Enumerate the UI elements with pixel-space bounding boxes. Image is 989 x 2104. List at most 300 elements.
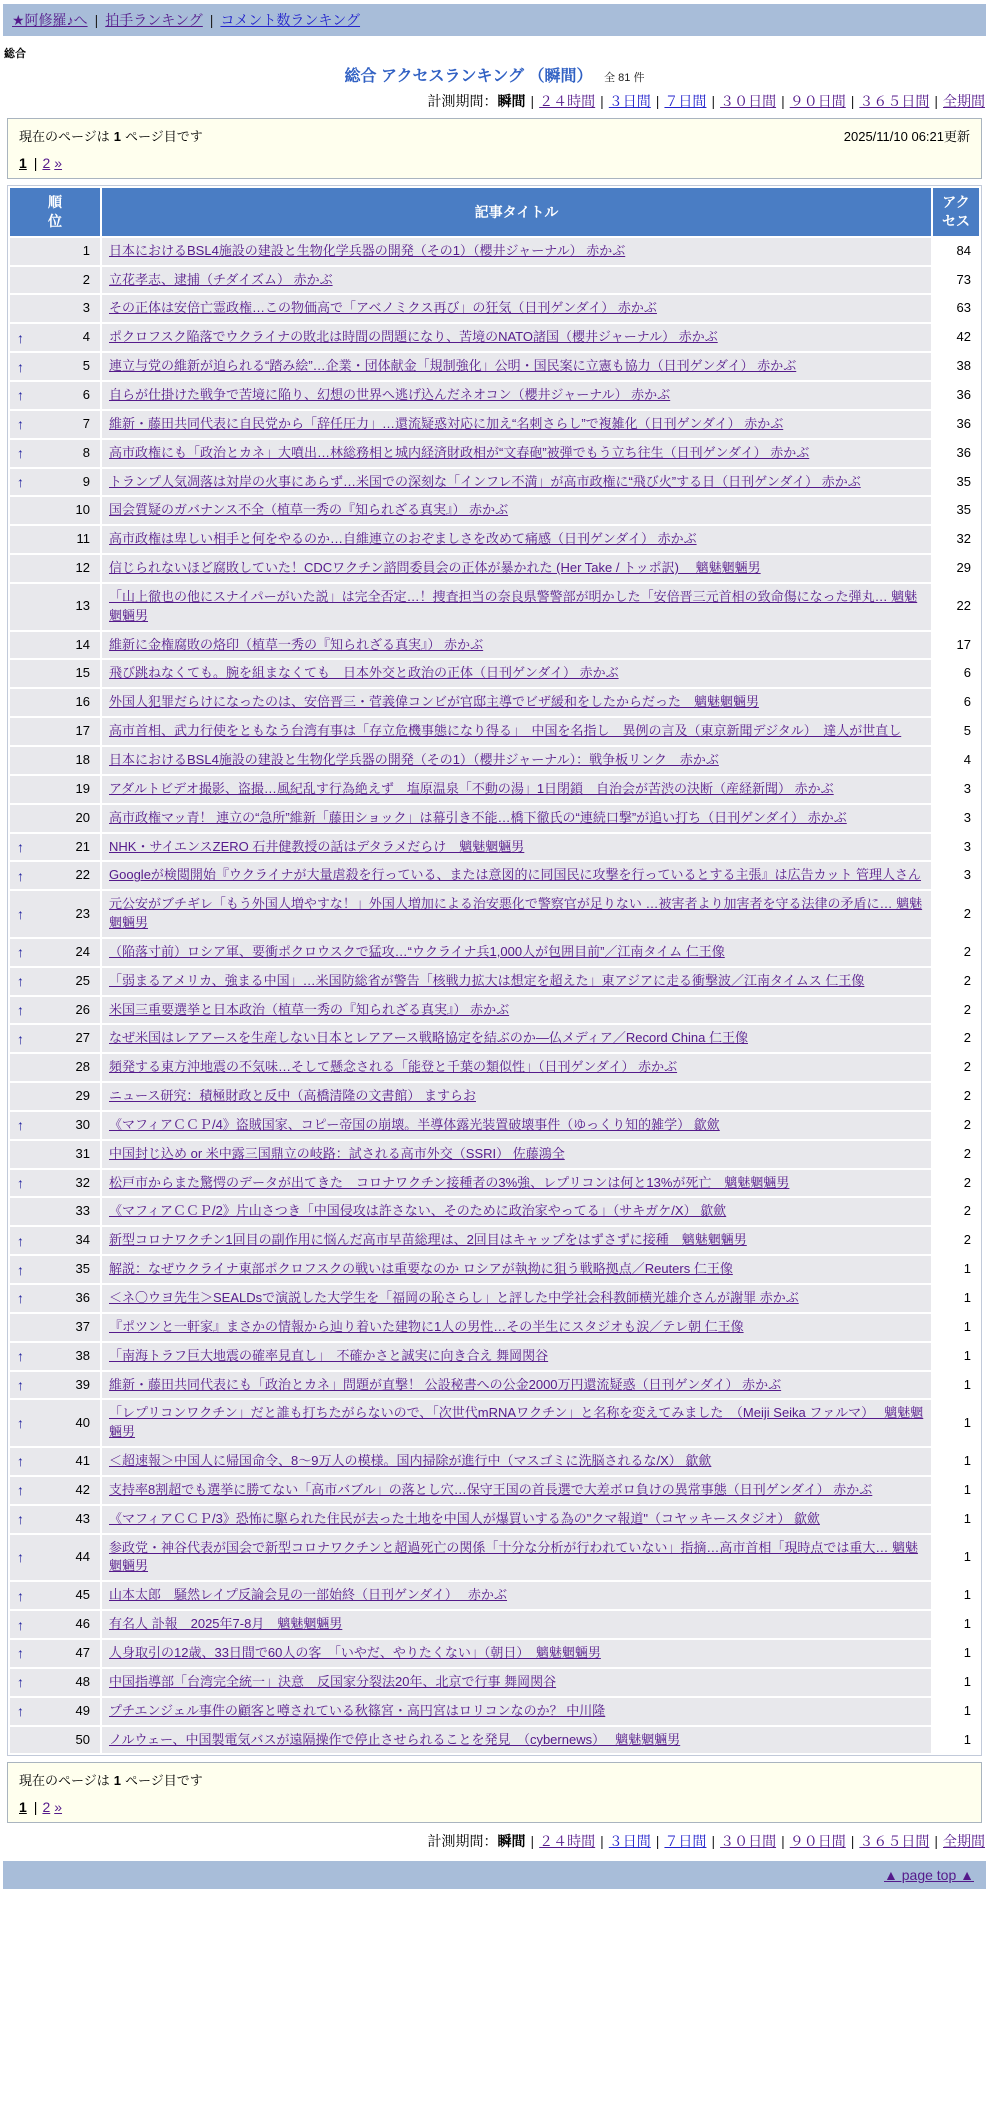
access-count: 63 (933, 295, 979, 322)
period-link[interactable]: ３０日間 (720, 1833, 777, 1850)
table-row (10, 805, 979, 832)
pagination-separator: | (33, 155, 38, 171)
period-link[interactable]: ３日間 (608, 93, 651, 109)
access-count: 1 (933, 1506, 979, 1533)
rank-number: 36 (75, 1290, 90, 1305)
period-link[interactable]: ９０日間 (789, 1833, 846, 1850)
period-label: 計測期間： (427, 1833, 498, 1850)
table-row (10, 526, 979, 553)
article-link[interactable]: 国会質疑のガバナンス不全（植草一秀の『知られざる真実』） 赤かぶ (109, 502, 509, 518)
rank-number: 11 (76, 531, 90, 547)
article-link[interactable]: 中国封じ込め or 米中露三国鼎立の岐路：試される高市外交（SSRI） 佐藤鴻全 (109, 1145, 565, 1161)
rank-number: 49 (75, 1702, 90, 1718)
article-link[interactable]: 高市首相、武力行使をともなう台湾有事は「存立危機事態になり得る」 中国を名指し 異例の言及（東京新聞デジタル） 達人が世直し (109, 723, 902, 739)
access-count: 2 (933, 968, 979, 995)
rank-up-icon: ↑ (17, 387, 24, 404)
rank-number: 41 (75, 1453, 90, 1469)
table-row (10, 1400, 979, 1446)
table-row (10, 1582, 979, 1609)
article-link[interactable]: 立花孝志、逮捕（チダイズム） 赤かぶ (109, 271, 333, 287)
access-count: 2 (933, 997, 979, 1024)
rank-cell (10, 1170, 100, 1197)
pagination-link[interactable]: 2 (42, 155, 51, 171)
rank-number: 1 (82, 242, 90, 258)
title-cell (102, 526, 931, 553)
rank-number: 4 (82, 329, 90, 345)
rank-number: 16 (75, 694, 90, 710)
table-row (10, 1256, 979, 1283)
rank-number: 3 (82, 300, 90, 316)
breadcrumb: 総合 (4, 48, 26, 60)
rank-up-icon: ↑ (17, 1261, 24, 1278)
table-row (10, 497, 979, 524)
access-count: 2 (933, 1170, 979, 1197)
rank-up-icon: ↑ (17, 838, 24, 855)
pagination-current-page: 1 (19, 1799, 27, 1816)
rank-number: 43 (75, 1510, 90, 1526)
rank-number: 5 (82, 358, 90, 374)
article-link[interactable]: 日本におけるBSL4施設の建設と生物化学兵器の開発（その1）（櫻井ジャーナル） 赤かぶ (109, 242, 626, 258)
rank-number: 48 (75, 1673, 90, 1689)
rank-number: 25 (75, 972, 90, 988)
table-row (10, 1198, 979, 1225)
access-count: 6 (933, 660, 979, 687)
access-count: 2 (933, 1083, 979, 1110)
table-row (10, 555, 979, 582)
article-link[interactable]: 「弱まるアメリカ、強まる中国」…米国防総省が警告「核戦力拡大は想定を超えた」東アジアに走る衝撃波／江南タイムス 仁王像 (109, 972, 865, 988)
title-cell (102, 238, 931, 265)
article-link[interactable]: 「南海トラフ巨大地震の確率見直し」 不確かさと誠実に向き合え 舞岡関谷 (109, 1347, 549, 1363)
rank-up-icon: ↑ (17, 1482, 24, 1499)
access-count: 3 (933, 834, 979, 861)
rank-up-icon: ↑ (17, 358, 24, 375)
period-separator: | (530, 1833, 535, 1850)
rank-number: 8 (82, 444, 90, 460)
access-count: 36 (933, 411, 979, 438)
rank-up-icon: ↑ (17, 1702, 24, 1719)
article-link[interactable]: 高市政権は卑しい相手と何をやるのか…自維連立のおぞましさを改めて痛感（日刊ゲンダイ） 赤かぶ (109, 531, 697, 547)
rank-cell (10, 1083, 100, 1110)
article-link[interactable]: 維新に金権腐敗の烙印（植草一秀の『知られざる真実』） 赤かぶ (109, 636, 484, 652)
total-count: 全 81 件 (604, 72, 645, 84)
title-cell (102, 718, 931, 745)
rank-cell (10, 939, 100, 966)
access-count: 3 (933, 805, 979, 832)
pagination-link[interactable]: 2 (42, 1799, 51, 1816)
article-link[interactable]: 《マフィアＣＣＰ/4》盗賊国家、コピー帝国の崩壊。半導体露光装置破壊事件（ゆっくり知的雑学） 歙歛 (109, 1116, 720, 1132)
article-link[interactable]: ＜超速報＞中国人に帰国命令、8～9万人の模様。国内掃除が進行中（マスゴミに洗脳されるな/X） 歙歛 (109, 1453, 712, 1469)
page-info-top (7, 118, 982, 179)
table-row (10, 1170, 979, 1197)
access-count: 1 (933, 1314, 979, 1341)
header-title: 記事タイトル (102, 188, 931, 236)
nav-separator: | (94, 12, 99, 28)
rank-number: 21 (75, 838, 90, 854)
access-count: 35 (933, 497, 979, 524)
table-row (10, 1477, 979, 1504)
rank-up-icon: ↑ (17, 905, 24, 922)
article-link[interactable]: 頻発する東方沖地震の不気味…そして懸念される「能登と千葉の類似性」（日刊ゲンダイ） 赤かぶ (109, 1059, 678, 1075)
article-link[interactable]: （陥落寸前）ロシア軍、要衝ポクロウスクで猛攻…“ウクライナ兵1,000人が包囲目前”／江南タイム 仁王像 (109, 943, 725, 959)
title-cell (102, 997, 931, 1024)
title-cell (102, 1448, 931, 1475)
page-number: 1 (113, 1773, 121, 1789)
access-count: 1 (933, 1582, 979, 1609)
table-row (10, 469, 979, 496)
access-count: 1 (933, 1477, 979, 1504)
rank-cell (10, 776, 100, 803)
title-cell (102, 353, 931, 380)
rank-number: 40 (75, 1414, 90, 1430)
updated-timestamp: 2025/11/10 06:21更新 (843, 129, 970, 144)
period-link[interactable]: 全期間 (943, 93, 985, 109)
article-link[interactable]: 飛び跳ねなくても。腕を組まなくても 日本外交と政治の正体（日刊ゲンダイ） 赤かぶ (109, 665, 619, 681)
article-link[interactable]: 松戸市からまた驚愕のデータが出てきた コロナワクチン接種者の3%強、レプリコンは何と13%が死亡 魑魅魍魎男 (109, 1174, 790, 1190)
access-count: 2 (933, 939, 979, 966)
table-row (10, 1025, 979, 1052)
access-count: 36 (933, 440, 979, 467)
access-count: 84 (933, 238, 979, 265)
article-link[interactable]: トランプ人気凋落は対岸の火事にあらず…米国での深刻な「インフレ不満」が高市政権に“飛び火”する日（日刊ゲンダイ） 赤かぶ (109, 473, 861, 489)
pagination-current-page: 1 (19, 155, 27, 171)
header-rank: 順位 (10, 188, 100, 236)
period-link[interactable]: ９０日間 (789, 93, 846, 109)
rank-cell (10, 891, 100, 937)
table-row (10, 440, 979, 467)
title-cell (102, 747, 931, 774)
rank-cell (10, 660, 100, 687)
period-selector-bottom (4, 1831, 985, 1851)
article-link[interactable]: 「山上徹也の他にスナイパーがいた説」は完全否定…！捜査担当の奈良県警警部が明かした「安倍晋三元首相の致命傷になった弾丸… 魑魅魍魎男 (109, 588, 918, 623)
period-link[interactable]: ７日間 (664, 93, 707, 109)
rank-number: 37 (75, 1318, 90, 1334)
table-row (10, 1727, 979, 1754)
rank-number: 14 (75, 636, 90, 652)
access-count: 1 (933, 1698, 979, 1725)
access-count: 1 (933, 1669, 979, 1696)
article-link[interactable]: 外国人犯罪だらけになったのは、安倍晋三・菅義偉コンビが官邸主導でビザ緩和をしたからだった 魑魅魍魎男 (109, 694, 760, 710)
article-link[interactable]: 山本太郎 騒然レイプ反論会見の一部始終（日刊ゲンダイ） 赤かぶ (109, 1587, 508, 1603)
article-link[interactable]: プチエンジェル事件の顧客と噂されている秋篠宮・高円宮はロリコンなのか？ 中川隆 (109, 1702, 606, 1718)
page-text-before: 現在のページは (19, 129, 110, 144)
page-text-before: 現在のページは (19, 1773, 110, 1789)
period-label: 計測期間： (427, 93, 498, 109)
table-row (10, 718, 979, 745)
page-text-after: ページ目です (124, 1773, 203, 1789)
article-link[interactable]: 『ポツンと一軒家』まさかの情報から辿り着いた建物に1人の男性…その半生にスタジオも涙／テレ朝 仁王像 (109, 1318, 744, 1334)
title-cell (102, 1343, 931, 1370)
title-cell (102, 1640, 931, 1667)
period-link[interactable]: ２４時間 (539, 93, 596, 109)
access-count: 2 (933, 1198, 979, 1225)
rank-cell (10, 834, 100, 861)
rank-up-icon: ↑ (17, 473, 24, 490)
article-link[interactable]: 新型コロナワクチン1回目の副作用に悩んだ高市早苗総理は、2回目はキャップをはずさずに接種 魑魅魍魎男 (109, 1232, 747, 1248)
rank-number: 9 (82, 473, 90, 489)
title-cell (102, 411, 931, 438)
rank-cell (10, 1669, 100, 1696)
rank-number: 18 (75, 751, 90, 767)
page-top-bar (3, 1861, 986, 1889)
table-row (10, 689, 979, 716)
access-count: 29 (933, 555, 979, 582)
nav-link[interactable]: 拍手ランキング (105, 12, 203, 28)
article-link[interactable]: 参政党・神谷代表が国会で新型コロナワクチンと超過死亡の関係「十分な分析が行われていない」指摘…高市首相「現時点では重大… 魑魅魍魎男 (109, 1539, 918, 1574)
access-count: 17 (933, 632, 979, 659)
article-link[interactable]: 米国三重要選挙と日本政治（植草一秀の『知られざる真実』） 赤かぶ (109, 1001, 510, 1017)
title-cell (102, 1141, 931, 1168)
title-cell (102, 1025, 931, 1052)
table-row (10, 1343, 979, 1370)
rank-up-icon: ↑ (17, 444, 24, 461)
title-cell (102, 805, 931, 832)
title-cell (102, 1256, 931, 1283)
nav-link[interactable]: ★阿修羅♪へ (12, 12, 88, 28)
article-link[interactable]: 中国指導部「台湾完全統一」決意 反国家分裂法20年、北京で行事 舞岡関谷 (109, 1673, 557, 1689)
rank-cell (10, 1141, 100, 1168)
table-row (10, 584, 979, 630)
period-separator: | (711, 1833, 716, 1850)
table-row (10, 1669, 979, 1696)
title-cell (102, 1669, 931, 1696)
article-link[interactable]: 有名人 訃報 2025年7-8月 魑魅魍魎男 (109, 1616, 343, 1632)
rank-up-icon: ↑ (17, 1511, 24, 1528)
period-selector-top (4, 91, 985, 111)
table-row (10, 834, 979, 861)
ranking-table-body (10, 238, 979, 1754)
rank-cell (10, 1343, 100, 1370)
access-count: 32 (933, 526, 979, 553)
title-cell (102, 689, 931, 716)
title-cell (102, 1477, 931, 1504)
article-link[interactable]: 元公安がブチギレ「もう外国人増やすな！」外国人増加による治安悪化で警察官が足りない …被害者より加害者を守る法律の矛盾に… 魑魅魍魎男 (109, 896, 923, 931)
rank-cell (10, 1506, 100, 1533)
rank-number: 47 (75, 1644, 90, 1660)
article-link[interactable]: 「レプリコンワクチン」だと誰も打ちたがらないので、「次世代mRNAワクチン」と名称を変えてみました （Meiji Seika ファルマ） 魑魅魍魎男 (109, 1405, 924, 1440)
rank-cell (10, 1285, 100, 1312)
period-link[interactable]: ２４時間 (539, 1833, 596, 1850)
rank-cell (10, 1112, 100, 1139)
period-separator: | (850, 1833, 855, 1850)
period-link[interactable]: ３６５日間 (859, 1833, 930, 1850)
rank-up-icon: ↑ (17, 1674, 24, 1691)
rank-cell (10, 1054, 100, 1081)
title-cell (102, 660, 931, 687)
access-count: 42 (933, 324, 979, 351)
rank-cell (10, 862, 100, 889)
period-link[interactable]: ７日間 (664, 1833, 707, 1850)
title-cell (102, 1611, 931, 1638)
page-info-bottom (7, 1762, 982, 1823)
article-link[interactable]: 《マフィアＣＣＰ/2》片山さつき「中国侵攻は許さない、そのために政治家やってる」（サキガケ/X） 歙歛 (109, 1203, 727, 1219)
rank-up-icon: ↑ (17, 1174, 24, 1191)
article-link[interactable]: NHK・サイエンスZERO 石井健教授の話はデタラメだらけ 魑魅魍魎男 (109, 838, 525, 854)
period-separator: | (850, 93, 855, 109)
title-cell (102, 939, 931, 966)
rank-cell (10, 1698, 100, 1725)
rank-number: 31 (75, 1145, 90, 1161)
period-separator: | (655, 93, 660, 109)
rank-number: 46 (75, 1616, 90, 1632)
article-link[interactable]: 自らが仕掛けた戦争で苦境に陥り、幻想の世界へ逃げ込んだネオコン（櫻井ジャーナル） 赤かぶ (109, 387, 671, 402)
access-count: 2 (933, 1141, 979, 1168)
period-current: 瞬間 (497, 93, 526, 109)
rank-cell (10, 411, 100, 438)
article-link[interactable]: 信じられないほど腐敗していた！CDCワクチン諮問委員会の正体が暴かれた (Her Take / トッポ訳) 魑魅魍魎男 (109, 560, 761, 576)
title-cell (102, 1400, 931, 1446)
title-cell (102, 1170, 931, 1197)
access-count: 2 (933, 891, 979, 937)
rank-up-icon: ↑ (17, 944, 24, 961)
rank-number: 32 (75, 1174, 90, 1190)
rank-up-icon: ↑ (17, 1376, 24, 1393)
article-link[interactable]: その正体は安倍亡霊政権…この物価高で「アベノミクス再び」の狂気（日刊ゲンダイ） 赤かぶ (109, 300, 657, 316)
rank-cell (10, 968, 100, 995)
article-link[interactable]: 維新・藤田共同代表にも「政治とカネ」問題が直撃！ 公設秘書への公金2000万円還流疑惑（日刊ゲンダイ） 赤かぶ (109, 1376, 782, 1392)
rank-cell (10, 1372, 100, 1399)
article-link[interactable]: ニュース研究：積極財政と反中（高橋清隆の文書館） ますらお (109, 1088, 476, 1104)
article-link[interactable]: 解説：なぜウクライナ東部ポクロフスクの戦いは重要なのか ロシアが執拗に狙う戦略拠点／Reuters 仁王像 (109, 1261, 733, 1277)
rank-number: 30 (75, 1116, 90, 1132)
rank-cell (10, 324, 100, 351)
rank-number: 26 (75, 1001, 90, 1017)
title-cell (102, 891, 931, 937)
rank-up-icon: ↑ (17, 1415, 24, 1432)
access-count: 1 (933, 1285, 979, 1312)
article-link[interactable]: 人身取引の12歳、33日間で60人の客 「いやだ、やりたくない」（朝日） 魑魅魍魎男 (109, 1644, 601, 1660)
access-count: 38 (933, 353, 979, 380)
access-count: 1 (933, 1256, 979, 1283)
rank-number: 50 (75, 1731, 90, 1747)
table-row (10, 1314, 979, 1341)
table-row (10, 776, 979, 803)
period-separator: | (600, 93, 604, 109)
rank-cell (10, 497, 100, 524)
rank-number: 6 (82, 387, 90, 402)
title-cell (102, 1054, 931, 1081)
page-title: 総合 アクセスランキング （瞬間） (344, 68, 593, 85)
rank-cell (10, 267, 100, 294)
article-link[interactable]: なぜ米国はレアアースを生産しない日本とレアアース戦略協定を結ぶのか―仏メディア／Record China 仁王像 (109, 1030, 748, 1046)
top-nav (3, 4, 986, 36)
table-row (10, 1535, 979, 1581)
period-link[interactable]: 全期間 (943, 1833, 985, 1850)
ranking-table (7, 185, 982, 1756)
rank-cell (10, 997, 100, 1024)
rank-number: 12 (75, 560, 90, 576)
title-cell (102, 295, 931, 322)
title-cell (102, 1198, 931, 1225)
period-separator: | (711, 93, 716, 109)
table-row (10, 968, 979, 995)
table-row (10, 891, 979, 937)
title-cell (102, 382, 931, 409)
rank-cell (10, 382, 100, 409)
rank-cell (10, 440, 100, 467)
table-row (10, 1285, 979, 1312)
page-top-link[interactable]: ▲ page top ▲ (884, 1867, 974, 1884)
rank-cell (10, 1314, 100, 1341)
rank-cell (10, 1448, 100, 1475)
rank-up-icon: ↑ (17, 329, 24, 346)
rank-cell (10, 295, 100, 322)
article-link[interactable]: ＜ネ〇ウヨ先生＞SEALDsで演説した大学生を「福岡の恥さらし」と評した中学社会科教師横光雄介さんが謝罪 赤かぶ (109, 1290, 799, 1305)
article-link[interactable]: 日本におけるBSL4施設の建設と生物化学兵器の開発（その1）（櫻井ジャーナル）：戦争板リンク 赤かぶ (109, 751, 719, 767)
article-link[interactable]: ポクロフスク陥落でウクライナの敗北は時間の問題になり、苦境のNATO諸国（櫻井ジャーナル） 赤かぶ (109, 329, 718, 345)
access-count: 2 (933, 1025, 979, 1052)
rank-cell (10, 1025, 100, 1052)
article-link[interactable]: アダルトビデオ撮影、盗撮…風紀乱す行為絶えず 塩原温泉「不動の湯」1日閉鎖 自治会が苦渋の決断（産経新聞） 赤かぶ (109, 780, 834, 796)
rank-number: 28 (75, 1059, 90, 1075)
article-link[interactable]: ノルウェー、中国製電気バスが遠隔操作で停止させられることを発見 （cybernews） 魑魅魍魎男 (109, 1731, 681, 1747)
rank-cell (10, 689, 100, 716)
rank-up-icon: ↑ (17, 1645, 24, 1662)
rank-cell (10, 1582, 100, 1609)
period-link[interactable]: ３日間 (608, 1833, 651, 1850)
rank-number: 15 (75, 665, 90, 681)
title-cell (102, 1582, 931, 1609)
current-page-text (19, 1770, 203, 1789)
table-row (10, 1141, 979, 1168)
rank-cell (10, 555, 100, 582)
period-separator: | (600, 1833, 604, 1850)
access-count: 2 (933, 1054, 979, 1081)
table-row (10, 1698, 979, 1725)
table-row (10, 411, 979, 438)
title-cell (102, 968, 931, 995)
title-cell (102, 1698, 931, 1725)
access-count: 1 (933, 1372, 979, 1399)
access-count: 73 (933, 267, 979, 294)
title-cell (102, 862, 931, 889)
title-cell (102, 469, 931, 496)
article-link[interactable]: 高市政権にも「政治とカネ」大噴出…林総務相と城内経済財政相が“文春砲”被弾でもう立ち往生（日刊ゲンダイ） 赤かぶ (109, 444, 810, 460)
article-link[interactable]: 支持率8割超でも選挙に勝てない「高市バブル」の落とし穴…保守王国の首長選で大差ボロ負けの異常事態（日刊ゲンダイ） 赤かぶ (109, 1481, 873, 1497)
period-link[interactable]: ３６５日間 (859, 93, 930, 109)
pagination-link[interactable]: » (54, 155, 63, 171)
access-count: 1 (933, 1400, 979, 1446)
rank-number: 34 (75, 1232, 90, 1248)
table-row (10, 295, 979, 322)
title-cell (102, 497, 931, 524)
rank-cell (10, 1198, 100, 1225)
nav-link[interactable]: コメント数ランキング (220, 12, 361, 28)
title-cell (102, 584, 931, 630)
table-row (10, 353, 979, 380)
article-link[interactable]: 高市政権マッ青！ 連立の“急所”維新「藤田ショック」は幕引き不能…橋下徹氏の“連続口撃”が追い打ち（日刊ゲンダイ） 赤かぶ (109, 809, 847, 825)
rank-number: 27 (75, 1030, 90, 1046)
period-link[interactable]: ３０日間 (720, 93, 777, 109)
page (0, 4, 989, 1889)
title-cell (102, 1314, 931, 1341)
rank-cell (10, 526, 100, 553)
article-link[interactable]: 《マフィアＣＣＰ/3》恐怖に駆られた住民が去った土地を中国人が爆買いする為の"クマ報道"（コヤッキースタジオ） 歙歛 (109, 1510, 820, 1526)
title-cell (102, 1535, 931, 1581)
table-row (10, 1083, 979, 1110)
access-count: 1 (933, 1727, 979, 1754)
article-link[interactable]: Googleが検閲開始『ウクライナが大量虐殺を行っている、または意図的に同国民に攻撃を行っているとする主張』は広告カット 管理人さん (109, 867, 922, 883)
access-count: 2 (933, 1227, 979, 1254)
article-link[interactable]: 維新・藤田共同代表に自民党から「辞任圧力」…還流疑惑対応に加え“名刺さらし”で複雑化（日刊ゲンダイ） 赤かぶ (109, 415, 784, 431)
pagination-separator: | (33, 1799, 38, 1816)
table-row (10, 862, 979, 889)
rank-number: 7 (82, 415, 90, 431)
title-cell (102, 1372, 931, 1399)
title-cell (102, 267, 931, 294)
article-link[interactable]: 連立与党の維新が迫られる“踏み絵”…企業・団体献金「規制強化」公明・国民案に立憲も協力（日刊ゲンダイ） 赤かぶ (109, 358, 797, 374)
title-cell (102, 1285, 931, 1312)
pagination-link[interactable]: » (54, 1799, 63, 1816)
